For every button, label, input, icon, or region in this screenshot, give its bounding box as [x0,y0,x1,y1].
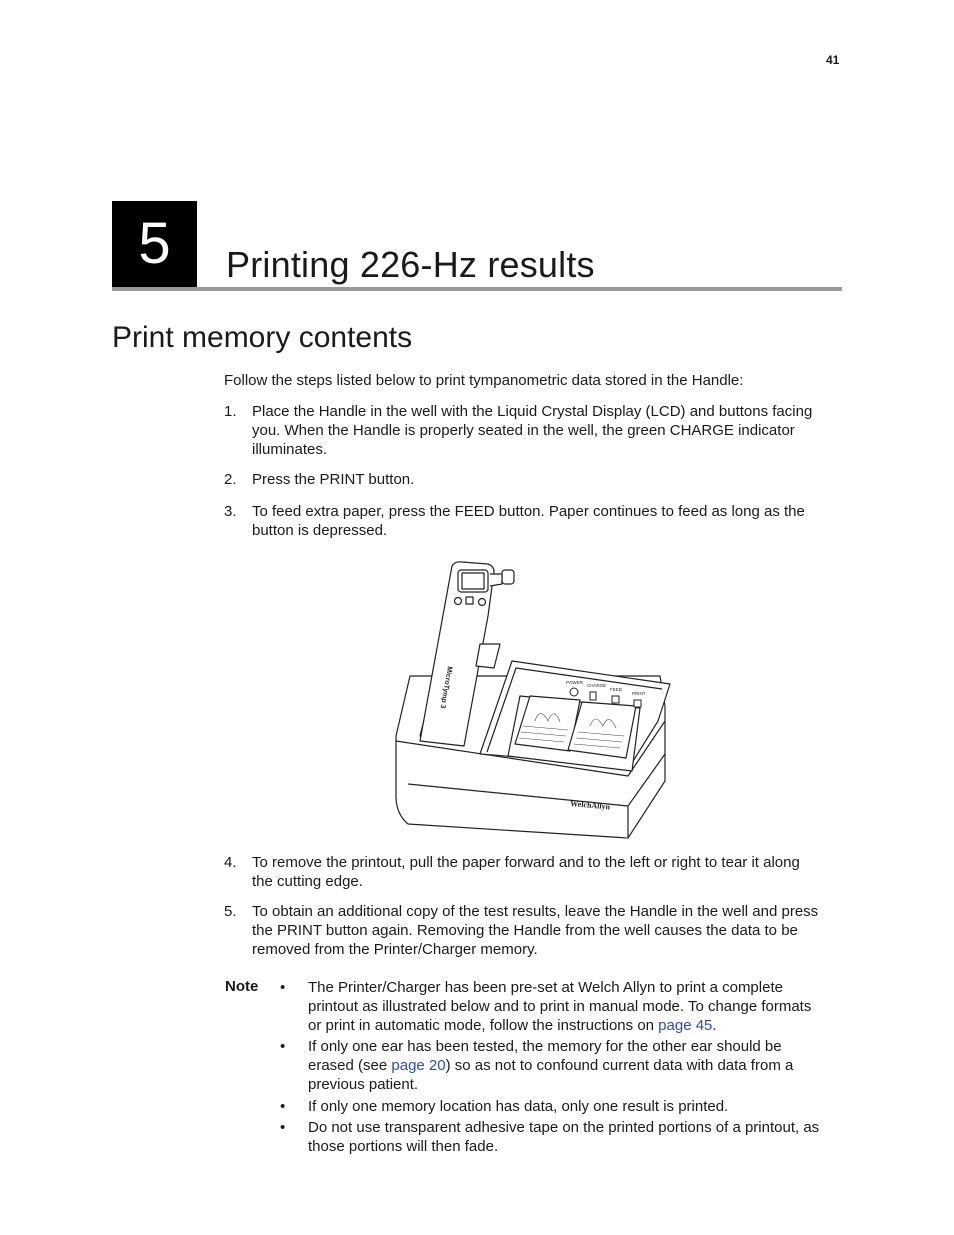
panel-label-charge: CHARGE [587,683,607,688]
panel-label-power: POWER [566,680,584,685]
note-text: The Printer/Charger has been pre-set at Welch Allyn to print a complete printout as illustrated below and to print in manual mode. To change formats or print in automatic mode, follow the instructions on page 45. [308,979,812,1034]
step-number: 2. [224,471,237,488]
bullet-dot: • [280,1098,286,1115]
step-text: To obtain an additional copy of the test results, leave the Handle in the well and press the PRINT button again. Removing the Handle from the well causes the data to be removed from the Printer/Charger memory. [252,903,819,958]
intro-paragraph: Follow the steps listed below to print tympanometric data stored in the Handle: [224,372,744,389]
step-text: To remove the printout, pull the paper forward and to the left or right to tear it along the cutting edge. [252,854,800,890]
chapter-number: 5 [138,211,171,276]
step-text: Press the PRINT button. [252,471,415,488]
page-45-link[interactable]: page 45 [658,1017,713,1034]
section-title: Print memory contents [112,321,413,354]
step-text: Place the Handle in the well with the Liquid Crystal Display (LCD) and buttons facing you. When the Handle is properly seated in the well, the green CHARGE indicator illuminates. [252,403,813,458]
note-text: If only one ear has been tested, the memory for the other ear should be erased (see page 20) so as not to confound current data with data from a previous patient. [308,1038,794,1093]
chapter-number-box [112,201,197,287]
note-text: If only one memory location has data, only one result is printed. [308,1098,729,1115]
bullet-dot: • [280,1119,286,1136]
page-number: 41 [826,53,840,67]
printer-charger-illustration [390,556,680,846]
step-number: 5. [224,903,237,920]
panel-label-feed: FEED [610,687,623,692]
handle-label: MicroTymp 3 [438,665,453,709]
bullet-dot: • [280,1038,286,1055]
chapter-title: Printing 226-Hz results [226,244,595,285]
step-text: To feed extra paper, press the FEED button. Paper continues to feed as long as the button is depressed. [252,503,805,539]
note-label: Note [225,978,259,995]
panel-label-print: PRINT [632,691,646,696]
note-text: Do not use transparent adhesive tape on the printed portions of a printout, as those portions will then fade. [308,1119,820,1155]
step-number: 4. [224,854,237,871]
bullet-dot: • [280,979,286,996]
step-number: 3. [224,503,237,520]
brand-logo-text: WelchAllyn [569,799,611,812]
page-20-link[interactable]: page 20 [391,1057,446,1074]
chapter-rule [112,287,842,291]
step-number: 1. [224,403,237,420]
